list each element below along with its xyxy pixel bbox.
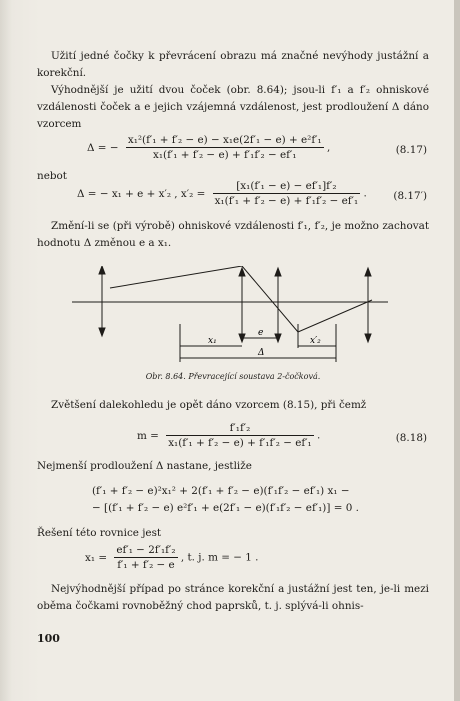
label-e: e (258, 328, 264, 338)
eq2-numerator: [x₁(f′₁ − e) − ef′₁]f′₂ (213, 180, 361, 194)
figure-caption: Obr. 8.64. Převracející soustava 2-čočková. (145, 372, 321, 381)
paragraph-2: Výhodnější je užití dvou čoček (obr. 8.64); jsou-li f′₁ a f′₂ ohniskové vzdálenosti čoček a e jejich vzájemná vzdálenost, jest prodloužení Δ dáno vzorcem (37, 84, 429, 130)
eq1-fraction (126, 134, 324, 161)
eq2-fraction (213, 180, 361, 207)
equation-8-17-prime: Δ = − x₁ + e + x′₂ , x′₂ = $\frac{\text{[x₁(f′₁ − e) − ef′₁]f′₂}}{\text{x₁(f′₁ + f′₂ − e) + f′₁f′₂ − ef′₁}}$ . (8.17′) (77, 180, 427, 207)
eq5-lhs: x₁ = (85, 551, 108, 564)
lens-4-arrow-up (365, 268, 371, 276)
page-binding-shadow (454, 0, 460, 701)
equation-8-17: Δ = − $\frac{\text{x₁²(f′₁ + f′₂ − e) − x₁e(2f′₁ − e) + e²f′₁}}{\text{x₁(f′₁ + f′₂ − e) + f′₁f′₂ − ef′₁}}$ , (8.17) (87, 134, 427, 161)
eq3-numerator: f′₁f′₂ (166, 422, 314, 436)
paragraph-7: Řešení této rovnice jest (37, 527, 162, 539)
lens-4-arrow-down (365, 334, 371, 342)
eq5-numerator: ef′₁ − 2f′₁f′₂ (116, 544, 176, 556)
label-delta: Δ (258, 348, 265, 358)
eq3-denominator: x₁(f′₁ + f′₂ − e) + f′₁f′₂ − ef′₁ (168, 437, 312, 449)
eq3-lhs: m = (137, 429, 159, 442)
paragraph-3: nebot (37, 170, 67, 182)
eq3-number: (8.18) (395, 432, 427, 444)
eq1-denominator: x₁(f′₁ + f′₂ − e) + f′₁f′₂ − ef′₁ (153, 149, 297, 161)
eq2-lhs: Δ = − x₁ + e + x′₂ , x′₂ = (77, 187, 206, 200)
eq1-numerator: x₁²(f′₁ + f′₂ − e) − x₁e(2f′₁ − e) + e²f′₁ (127, 134, 322, 146)
equation-solution (37, 544, 429, 584)
paragraph-4: Změní-li se (při výrobě) ohniskové vzdálenosti f′₁, f′₂, je možno zachovat hodnotu Δ změnou e a x₁. (37, 220, 429, 249)
eq3-fraction (166, 422, 314, 449)
equation-condition-line-2: − [(f′₁ + f′₂ − e) e²f′₁ + e(2f′₁ − e)(f′₁f′₂ − ef′₁)] = 0 . (92, 502, 359, 514)
lens-system-figure (72, 266, 388, 370)
page-number: 100 (37, 632, 60, 645)
lens-1-arrow-up (99, 266, 105, 274)
paragraph-8: Nejvýhodnější případ po stránce korekční a justážní jest ten, je-li mezi oběma čočkami rovnoběžný chod paprsků, t. j. splývá-li ohnis- (37, 583, 429, 612)
eq5-tail: , t. j. m = − 1 . (180, 551, 259, 564)
lens-3-arrow-up (275, 268, 281, 276)
label-x2: x′₂ (310, 336, 321, 346)
equation-condition-line-1: (f′₁ + f′₂ − e)²x₁² + 2(f′₁ + f′₂ − e)(f′₁f′₂ − ef′₁) x₁ − (92, 485, 350, 497)
paragraph-5: Zvětšení dalekohledu je opět dáno vzorcem (8.15), při čemž (51, 399, 367, 411)
eq1-lhs: Δ = − (87, 141, 119, 154)
eq2-denominator: x₁(f′₁ + f′₂ − e) + f′₁f′₂ − ef′₁ (214, 195, 359, 207)
eq5-fraction (114, 544, 177, 571)
eq2-number: (8.17′) (393, 190, 427, 202)
eq1-number: (8.17) (395, 144, 427, 156)
paragraph-6: Nejmenší prodloužení Δ nastane, jestliže (37, 460, 252, 472)
eq5-denominator: f′₁ + f′₂ − e (117, 559, 175, 571)
label-x1: x₁ (208, 336, 217, 346)
equation-8-18: m = $\frac{\text{f′₁f′₂}}{\text{x₁(f′₁ + f′₂ − e) + f′₁f′₂ − ef′₁}}$ . (8.18) (137, 422, 427, 449)
lens-1-arrow-down (99, 328, 105, 336)
paragraph-1: Užití jedné čočky k převrácení obrazu má značné nevýhody justážní a korekční. (37, 50, 429, 79)
